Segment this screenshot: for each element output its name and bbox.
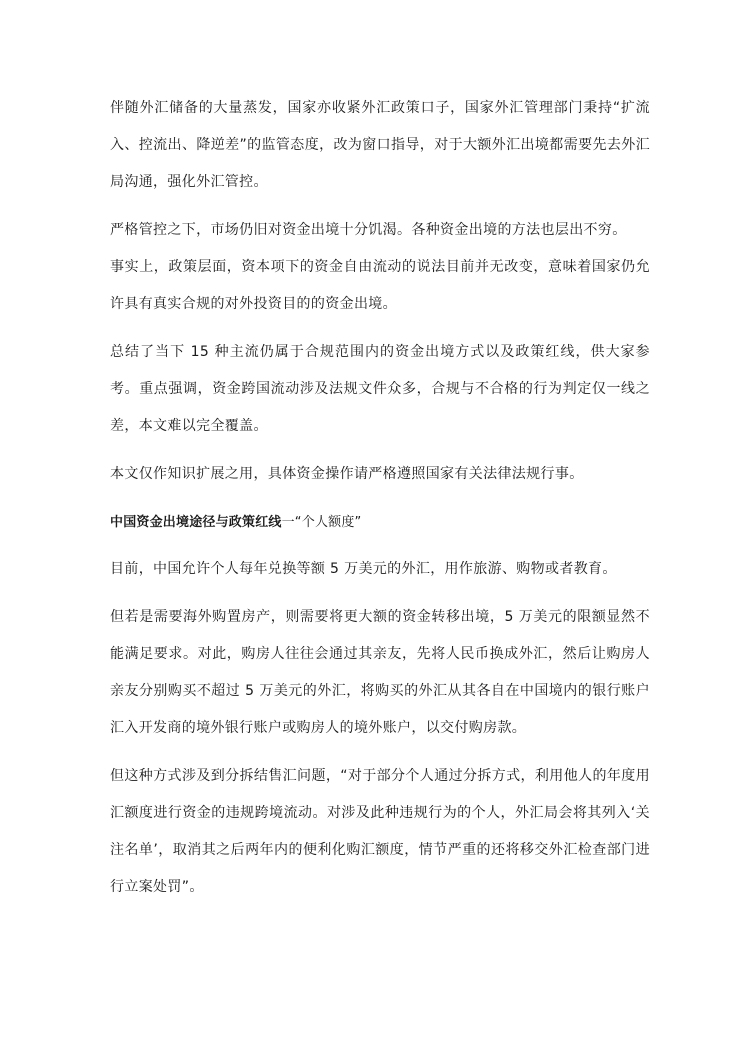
document-body [110,90,650,917]
paragraph-strict-control: 严格管控之下，市场仍旧对资金出境十分饥渴。各种资金出境的方法也层出不穷。 [110,222,627,238]
paragraph-summary: 总结了当下 15 种主流仍属于合规范围内的资金出境方式以及政策红线，供大家参考。重点强调，资金跨国流动涉及法规文件众多，合规与不合格的行为判定仅一线之差，本文难以完全覆盖。 [110,344,650,434]
section-heading-rest: 一“个人额度” [281,515,362,530]
paragraph-policy-level: 事实上，政策层面，资本项下的资金自由流动的说法目前并无改变，意味着国家仍允许具有真实合规的对外投资目的的资金出境。 [110,259,650,312]
paragraph-disclaimer: 本文仅作知识扩展之用，具体资金操作请严格遵照国家有关法律法规行事。 [110,466,584,482]
section-heading [110,504,650,541]
paragraph-overseas-property: 但若是需要海外购置房产，则需要将更大额的资金转移出境，5 万美元的限额显然不能满足要求。对此，购房人往往会通过其亲友，先将人民币换成外汇，然后让购房人亲友分别购买不超过 5 万美元的外汇，将购买的外汇从其各自在中国境内的银行账户汇入开发商的境外银行账户或购房人的境外账户，以交付购房款。 [110,609,650,736]
section-heading-bold: 中国资金出境途径与政策红线 [110,515,282,530]
paragraph-annual-quota: 目前，中国允许个人每年兑换等额 5 万美元的外汇，用作旅游、购物或者教育。 [110,561,617,577]
paragraph-fx-reserves: 伴随外汇储备的大量蒸发，国家亦收紧外汇政策口子，国家外汇管理部门秉持“扩流入、控流出、降逆差”的监管态度，改为窗口指导，对于大额外汇出境都需要先去外汇局沟通，强化外汇管控。 [110,100,650,190]
paragraph-split-settlement: 但这种方式涉及到分拆结售汇问题，“对于部分个人通过分拆方式，利用他人的年度用汇额度进行资金的违规跨境流动。对涉及此种违规行为的个人，外汇局会将其列入‘关注名单’，取消其之后两年内的便利化购汇额度，情节严重的还将移交外汇检查部门进行立案处罚”。 [110,768,650,895]
